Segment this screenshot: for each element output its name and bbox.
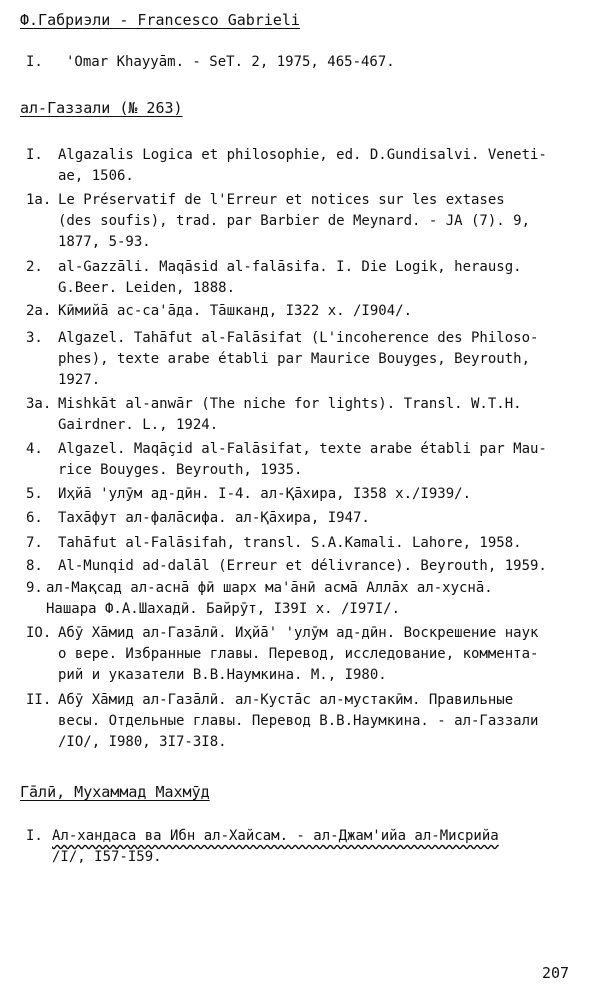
entry-line: Gairdner. L., 1924. bbox=[58, 417, 219, 433]
bibliography-entry bbox=[26, 257, 522, 299]
entry-line: ae, 1506. bbox=[58, 168, 134, 184]
entry-number: 2. bbox=[26, 259, 43, 275]
entry-line: весы. Отдельные главы. Перевод В.В.Наумкина. - ал-Газзали bbox=[58, 713, 539, 729]
entry-line: рий и указатели В.В.Наумкина. М., I980. bbox=[58, 667, 387, 683]
entry-line: phes), texte arabe établi par Maurice Bouyges, Beyrouth, bbox=[58, 351, 531, 367]
entry-number: II. bbox=[26, 692, 52, 708]
bibliography-entry bbox=[26, 623, 538, 686]
entry-line: Mishkāt al-anwār (The niche for lights). Transl. W.T.H. bbox=[58, 396, 522, 412]
entry-line: Le Préservatif de l'Erreur et notices sur les extases bbox=[58, 192, 505, 208]
bibliography-entry bbox=[26, 190, 530, 253]
bibliography-entry bbox=[26, 301, 412, 322]
bibliography-entry bbox=[26, 690, 538, 753]
entry-line: Нашара Ф.А.Шахадӣ. Байрӯт, I39I х. /I97I/. bbox=[46, 601, 401, 617]
entry-line: о вере. Избранные главы. Перевод, исследование, коммента- bbox=[58, 646, 539, 662]
entry-number: 5. bbox=[26, 486, 43, 502]
entry-line: 1927. bbox=[58, 372, 101, 388]
entry-line: Абӯ Хāмид ал-Газāлӣ. Иҳйā' 'улӯм ад-дӣн. Воскрешение наук bbox=[58, 625, 539, 641]
bibliography-entry bbox=[26, 145, 547, 187]
bibliography-entry bbox=[26, 484, 471, 505]
bibliography-entry bbox=[26, 439, 547, 481]
entry-line: Al-Munqid ad-dalāl (Erreur et délivrance). Beyrouth, 1959. bbox=[58, 558, 547, 574]
section-heading: Ф.Габриэли - Francesco Gabrieli bbox=[20, 11, 300, 29]
bibliography-entry bbox=[26, 826, 499, 868]
entry-line: Абӯ Хāмид ал-Газāлӣ. ал-Кустāс ал-мустакӣм. Правильные bbox=[58, 692, 514, 708]
entry-line: Algazel. Tahāfut al-Falāsifat (L'incoherence des Philoso- bbox=[58, 330, 539, 346]
entry-number: I. bbox=[26, 54, 43, 70]
section-heading: Гāлӣ, Мухаммад Махмӯд bbox=[20, 783, 210, 801]
entry-line: Algazel. Maqāçid al-Falāsifat, texte arabe établi par Mau- bbox=[58, 441, 547, 457]
bibliography-entry bbox=[26, 328, 538, 391]
bibliography-entry bbox=[26, 533, 522, 554]
entry-number: 1a. bbox=[26, 192, 52, 208]
entry-line: Кӣмийā ас-са'āда. Тāшканд, I322 х. /I904/. bbox=[58, 303, 413, 319]
entry-line: /I/, I57-I59. bbox=[52, 849, 162, 865]
entry-line: G.Beer. Leiden, 1888. bbox=[58, 280, 236, 296]
page-number: 207 bbox=[542, 964, 570, 982]
bibliography-entry bbox=[26, 394, 522, 436]
entry-number: 8. bbox=[26, 558, 43, 574]
bibliography-entry bbox=[26, 508, 370, 529]
entry-number: 3. bbox=[26, 330, 43, 346]
entry-number: I. bbox=[26, 147, 43, 163]
bibliography-entry bbox=[26, 578, 493, 620]
entry-number: 7. bbox=[26, 535, 43, 551]
entry-number: I. bbox=[26, 828, 43, 844]
entry-line: Тахāфут ал-фалāсифа. ал-Қāхира, I947. bbox=[58, 510, 370, 526]
entry-line: al-Gazzāli. Maqāsid al-falāsifa. I. Die Logik, herausg. bbox=[58, 259, 522, 275]
entry-line: ал-Мақсад ал-аснā фӣ шарх ма'āнӣ асмā Аллāх ал-хуснā. bbox=[46, 580, 493, 596]
entry-line: Иҳйā 'улӯм ад-дӣн. I-4. ал-Қāхира, I358 х./I939/. bbox=[58, 486, 472, 502]
entry-line: 1877, 5-93. bbox=[58, 234, 151, 250]
entry-line: Algazalis Logica et philosophie, ed. D.Gundisalvi. Veneti- bbox=[58, 147, 547, 163]
entry-number: 2a. bbox=[26, 303, 52, 319]
section-heading: ал-Газзали (№ 263) bbox=[20, 99, 183, 117]
entry-number: IO. bbox=[26, 625, 52, 641]
entry-number: 9. bbox=[26, 580, 43, 596]
entry-line: Ал-хандаса ва Ибн ал-Хайсам. - ал-Джам'ийа ал-Мисрийа bbox=[52, 828, 499, 844]
entry-line: 'Omar Khayyām. - SeT. 2, 1975, 465-467. bbox=[66, 54, 395, 70]
entry-line: rice Bouyges. Beyrouth, 1935. bbox=[58, 462, 303, 478]
entry-number: 6. bbox=[26, 510, 43, 526]
bibliography-entry bbox=[26, 556, 547, 577]
entry-line: /IO/, I980, 3I7-3I8. bbox=[58, 734, 227, 750]
entry-number: 4. bbox=[26, 441, 43, 457]
entry-number: 3a. bbox=[26, 396, 52, 412]
entry-line: (des soufis), trad. par Barbier de Meynard. - JA (7). 9, bbox=[58, 213, 531, 229]
bibliography-entry bbox=[26, 52, 395, 73]
entry-line: Tahāfut al-Falāsifah, transl. S.A.Kamali. Lahore, 1958. bbox=[58, 535, 522, 551]
